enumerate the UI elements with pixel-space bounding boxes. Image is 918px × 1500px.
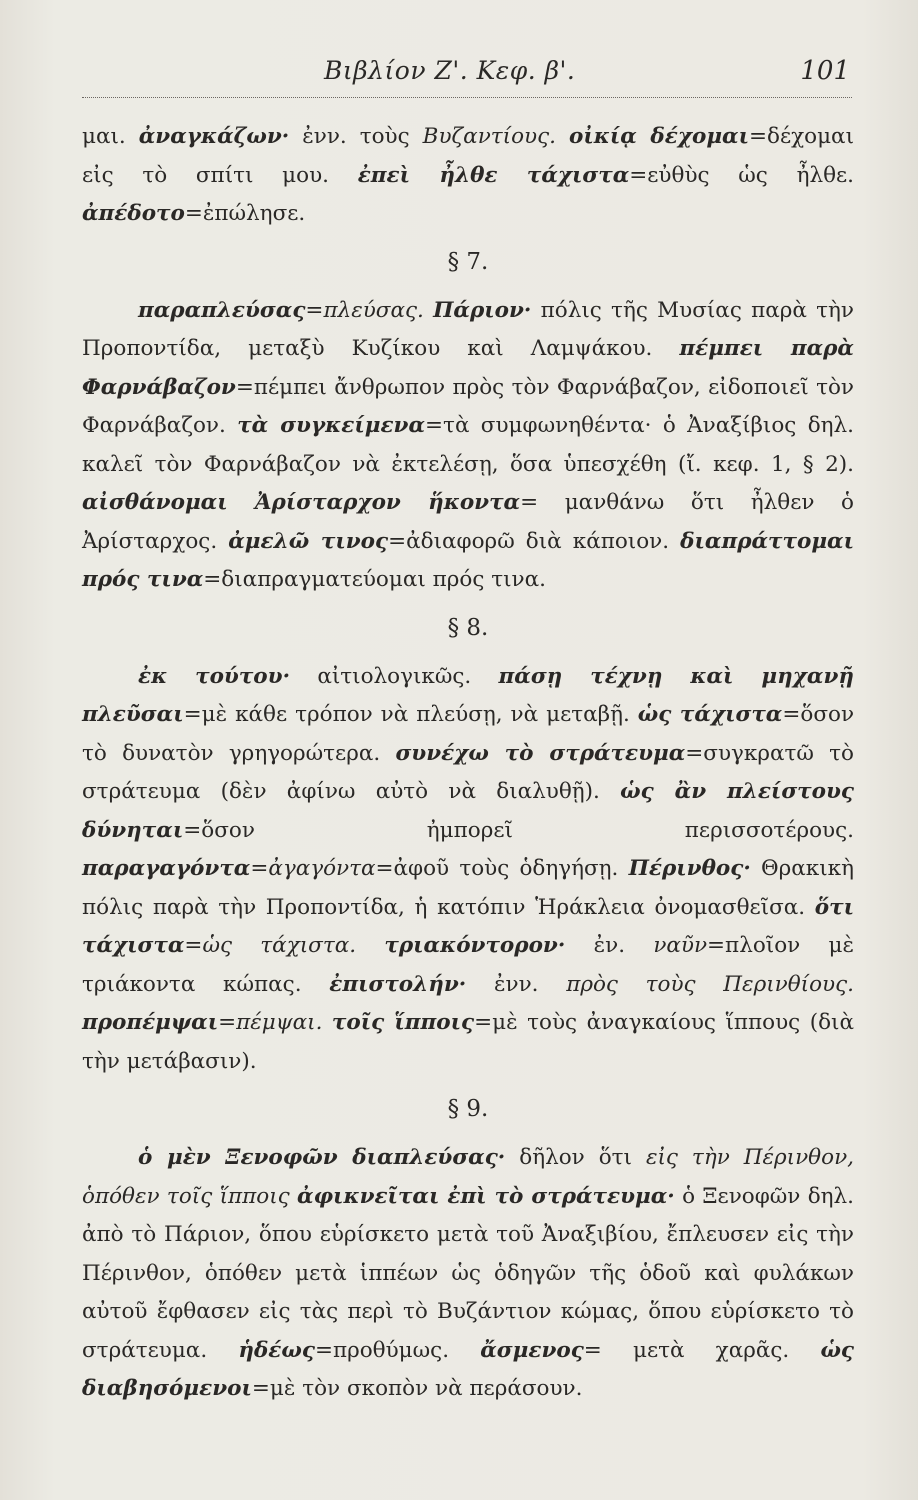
header-rule [82, 97, 852, 98]
page-header [82, 56, 850, 96]
paragraph: ἐκ τούτου· αἰτιολογικῶς. πάσῃ τέχνῃ καὶ μηχανῇ πλεῦσαι=μὲ κάθε τρόπον νὰ πλεύσῃ, νὰ μεταβῇ. ὡς τάχιστα=ὅσον τὸ δυνατὸν γρηγορώτερα. συνέχω τὸ στράτευμα=συγκρατῶ τὸ στράτευμα (δὲν ἀφίνω αὐτὸ νὰ διαλυθῇ). ὡς ἂν πλείστους δύνηται=ὅσον ἠμπορεῖ περισσοτέρους. παραγαγόντα=ἀγαγόντα=ἀφοῦ τοὺς ὁδηγήσῃ. Πέρινθος· Θρακικὴ πόλις παρὰ τὴν Προποντίδα, ἡ κατόπιν Ἡράκλεια ὀνομασθεῖσα. ὅτι τάχιστα=ὡς τάχιστα. τριακόντορον· ἐν. ναῦν=πλοῖον μὲ τριάκοντα κώπας. ἐπιστολήν· ἐνν. πρὸς τοὺς Περινθίους. προπέμψαι=πέμψαι. τοῖς ἵπποις=μὲ τοὺς ἀναγκαίους ἵππους (διὰ τὴν μετάβασιν). [82, 663, 855, 1074]
section-number: § 9. [447, 1096, 489, 1122]
page-number: 101 [800, 56, 850, 86]
section-number: § 8. [447, 614, 489, 641]
paragraph: μαι. ἀναγκάζων· ἐνν. τοὺς Βυζαντίους. οἰκίᾳ δέχομαι=δέχομαι εἰς τὸ σπίτι μου. ἐπεὶ ἦλθε τάχιστα=εὐθὺς ὡς ἦλθε. ἀπέδοτο=ἐπώλησε. [82, 124, 855, 226]
paragraph: ὁ μὲν Ξενοφῶν διαπλεύσας· δῆλον ὅτι εἰς τὴν Πέρινθον, ὁπόθεν τοῖς ἵπποις ἀφικνεῖται ἐπὶ τὸ στράτευμα· ὁ Ξενοφῶν δηλ. ἀπὸ τὸ Πάριον, ὅπου εὑρίσκετο μετὰ τοῦ Ἀναξιβίου, ἔπλευσεν εἰς τὴν Πέρινθον, ὁπόθεν μετὰ ἱππέων ὡς ὁδηγῶν τῆς ὁδοῦ καὶ φυλάκων αὐτοῦ ἔφθασεν εἰς τὰς περὶ τὸ Βυζάντιον κώμας, ὅπου εὑρίσκετο τὸ στράτευμα. ἡδέως=προθύμως. ἄσμενος= μετὰ χαρᾶς. ὡς διαβησόμενοι=μὲ τὸν σκοπὸν νὰ περάσουν. [82, 1145, 854, 1401]
section-number: § 7. [447, 248, 489, 275]
commentary-text [82, 118, 854, 1409]
paragraph: παραπλεύσας=πλεύσας. Πάριον· πόλις τῆς Μυσίας παρὰ τὴν Προποντίδα, μεταξὺ Κυζίκου καὶ Λαμψάκου. πέμπει παρὰ Φαρνάβαζον=πέμπει ἄνθρωπον πρὸς τὸν Φαρνάβαζον, εἰδοποιεῖ τὸν Φαρνάβαζον. τὰ συγκείμενα=τὰ συμφωνηθέντα· ὁ Ἀναξίβιος δηλ. καλεῖ τὸν Φαρνάβαζον νὰ ἐκτελέσῃ, ὅσα ὑπεσχέθη (ἴ. κεφ. 1, § 2). αἰσθάνομαι Ἀρίσταρχον ἥκοντα= μανθάνω ὅτι ἦλθεν ὁ Ἀρίσταρχος. ἀμελῶ τινος=ἀδιαφορῶ διὰ κάποιον. διαπράττομαι πρός τινα=διαπραγματεύομαι πρός τινα. [82, 297, 854, 592]
running-head: Βιβλίον Ζ'. Κεφ. β'. [324, 56, 576, 85]
